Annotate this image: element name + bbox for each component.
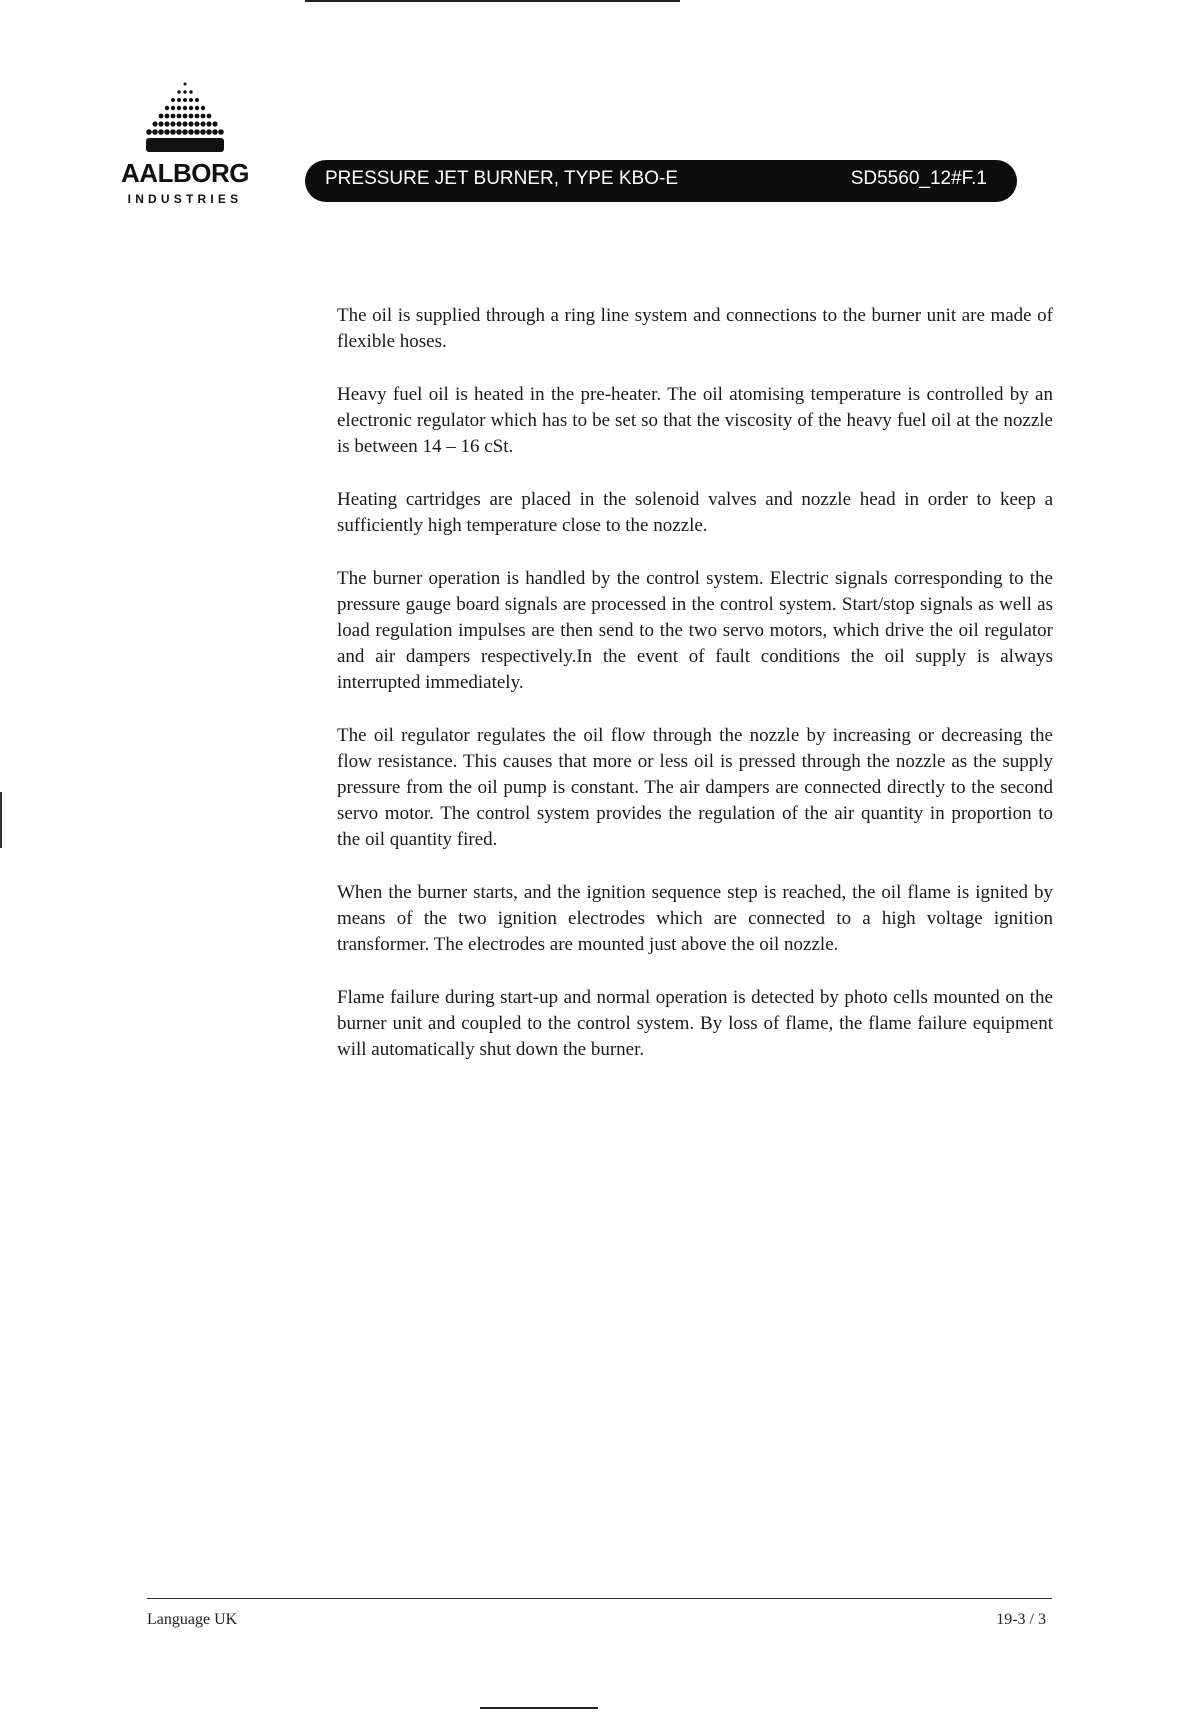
company-logo (120, 80, 250, 215)
body-text (337, 303, 1053, 1090)
logo-dot-pyramid-icon (125, 80, 245, 158)
paragraph-preheater: Heavy fuel oil is heated in the pre-heater. The oil atomising temperature is controlled by an electronic regulator which has to be set so that the viscosity of the heavy fuel oil at the nozzle is between 14 – 16 cSt. (337, 384, 1053, 457)
paragraph-oil-supply: The oil is supplied through a ring line system and connections to the burner unit are made of flexible hoses. (337, 305, 1053, 352)
paragraph-heating-cartridges: Heating cartridges are placed in the solenoid valves and nozzle head in order to keep a sufficiently high temperature close to the nozzle. (337, 489, 1053, 536)
document-code: SD5560_12#F.1 (850, 168, 987, 189)
paragraph-burner-operation: The burner operation is handled by the control system. Electric signals corresponding to the pressure gauge board signals are processed in the control system. Start/stop signals as well as load regulation impulses are then send to the two servo motors, which drive the oil regulator and air dampers respectively.In the event of fault conditions the oil supply is always interrupted immediately. (337, 568, 1053, 693)
footer-page-number: 19-3 / 3 (996, 1611, 1046, 1628)
bottom-edge-rule (480, 1707, 598, 1709)
document-title: PRESSURE JET BURNER, TYPE KBO-E (325, 168, 678, 189)
logo-subtitle: INDUSTRIES (127, 192, 243, 206)
paragraph-flame-failure: Flame failure during start-up and normal operation is detected by photo cells mounted on the burner unit and coupled to the control system. By loss of flame, the flame failure equipment will automatically shut down the burner. (337, 987, 1053, 1060)
logo-wordmark: AALBORG (121, 158, 249, 188)
paragraph-oil-regulator: The oil regulator regulates the oil flow through the nozzle by increasing or decreasing the flow resistance. This causes that more or less oil is pressed through the nozzle as the supply pressure from the oil pump is constant. The air dampers are connected directly to the second servo motor. The control system provides the regulation of the air quantity in proportion to the oil quantity fired. (337, 725, 1053, 850)
footer-rule (147, 1598, 1052, 1599)
paragraph-ignition: When the burner starts, and the ignition sequence step is reached, the oil flame is ignited by means of the two ignition electrodes which are connected to a high voltage ignition transformer. The electrodes are mounted just above the oil nozzle. (337, 882, 1053, 955)
top-edge-rule (305, 0, 680, 2)
footer-language: Language UK (147, 1611, 238, 1628)
left-edge-mark (0, 792, 2, 848)
document-header-bar (305, 160, 1017, 202)
